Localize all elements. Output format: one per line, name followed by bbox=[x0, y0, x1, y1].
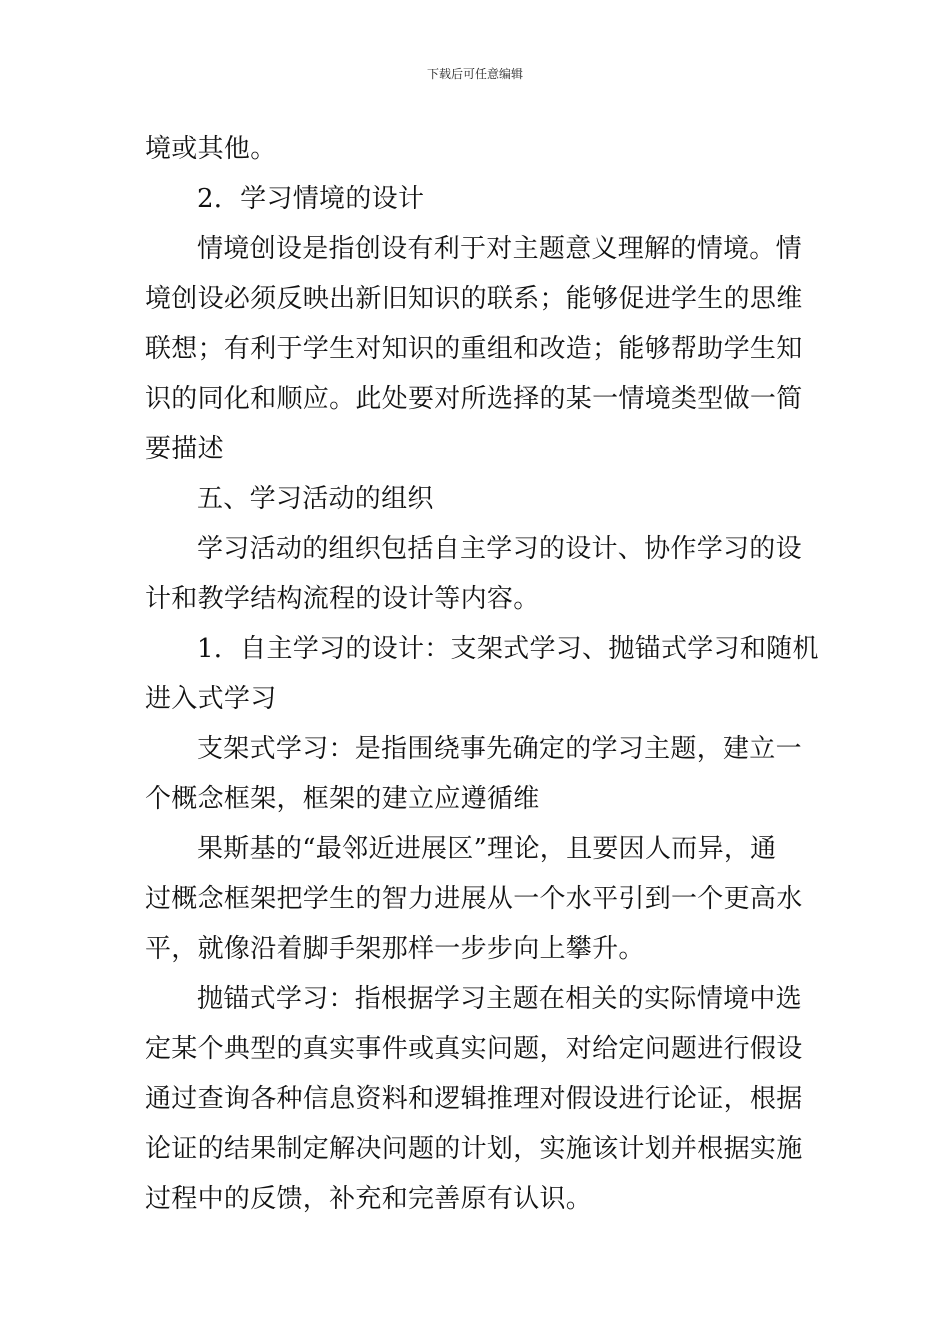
text-line: 进入式学习 bbox=[145, 684, 277, 714]
text-line: 过概念框架把学生的智力进展从一个水平引到一个更高水 bbox=[145, 884, 803, 914]
text-line: 学习活动的组织包括自主学习的设计、协作学习的设 bbox=[197, 534, 802, 564]
document-body bbox=[145, 124, 819, 1224]
text-line: 支架式学习：是指围绕事先确定的学习主题，建立一 bbox=[197, 734, 802, 764]
text-line: 要描述 bbox=[145, 434, 224, 464]
text-line: 识的同化和顺应。此处要对所选择的某一情境类型做一简 bbox=[145, 384, 803, 414]
text-line: 计和教学结构流程的设计等内容。 bbox=[145, 584, 540, 614]
section-heading: 1．自主学习的设计：支架式学习、抛锚式学习和随机 bbox=[197, 634, 819, 664]
text-line: 定某个典型的真实事件或真实问题，对给定问题进行假设 bbox=[145, 1034, 803, 1064]
text-line: 论证的结果制定解决问题的计划，实施该计划并根据实施 bbox=[145, 1134, 803, 1164]
text-line: 境创设必须反映出新旧知识的联系；能够促进学生的思维 bbox=[145, 284, 803, 314]
text-line: 果斯基的“最邻近进展区”理论，且要因人而异，通 bbox=[197, 834, 777, 864]
text-line: 抛锚式学习：指根据学习主题在相关的实际情境中选 bbox=[197, 984, 802, 1014]
text-line: 境或其他。 bbox=[145, 134, 277, 164]
section-heading: 2．学习情境的设计 bbox=[197, 184, 425, 214]
text-line: 情境创设是指创设有利于对主题意义理解的情境。情 bbox=[197, 234, 802, 264]
text-line: 个概念框架，框架的建立应遵循维 bbox=[145, 784, 540, 814]
page-header-note: 下载后可任意编辑 bbox=[426, 67, 523, 81]
text-line: 联想；有利于学生对知识的重组和改造；能够帮助学生知 bbox=[145, 334, 803, 364]
text-line: 通过查询各种信息资料和逻辑推理对假设进行论证，根据 bbox=[145, 1084, 803, 1114]
text-line: 过程中的反馈，补充和完善原有认识。 bbox=[145, 1184, 593, 1214]
text-line: 平，就像沿着脚手架那样一步步向上攀升。 bbox=[145, 934, 645, 964]
section-heading: 五、学习活动的组织 bbox=[197, 484, 434, 514]
